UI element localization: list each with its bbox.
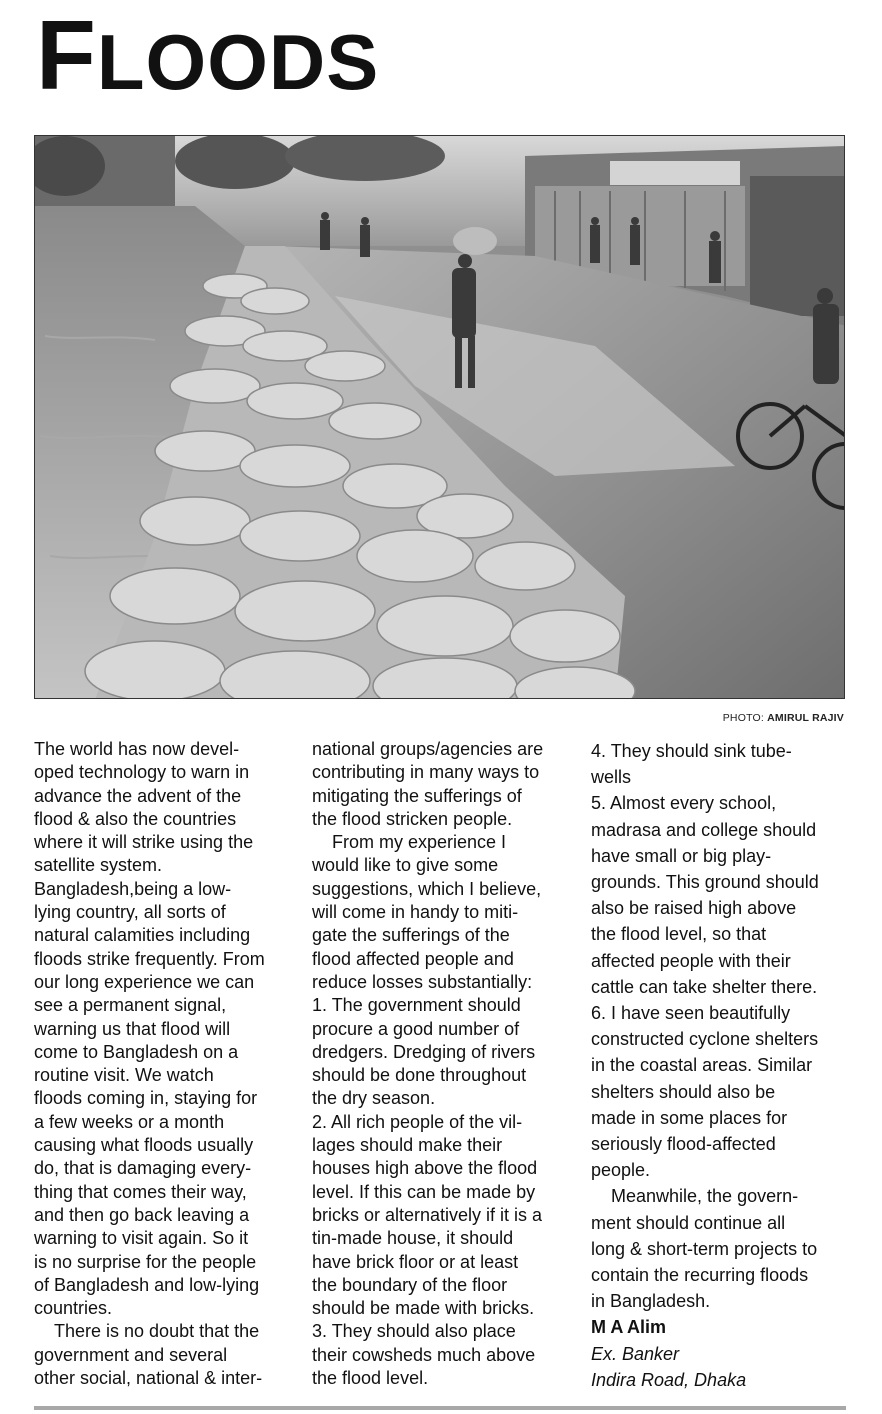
text-line: the dry season.	[312, 1088, 436, 1109]
text-line: natural calamities including	[34, 925, 251, 946]
text-line: mitigating the sufferings of	[312, 785, 522, 806]
text-line: bricks or alternatively if it is a	[312, 1204, 543, 1225]
author-address: Indira Road, Dhaka	[591, 1369, 747, 1390]
text-line: lying country, all sorts of	[34, 902, 226, 923]
text-line: people.	[591, 1160, 651, 1181]
col2-suggestions	[312, 994, 574, 1390]
author-signature	[591, 1314, 853, 1393]
text-line: countries.	[34, 1298, 113, 1319]
text-line: level. If this can be made by	[312, 1181, 536, 1202]
text-line: also be raised high above	[591, 898, 797, 919]
text-line: 3. They should also place	[312, 1321, 516, 1342]
text-line: where it will strike using the	[34, 832, 254, 853]
text-line: shelters should also be	[591, 1081, 776, 1102]
author-name: M A Alim	[591, 1317, 666, 1338]
text-line: will come in handy to miti-	[312, 902, 519, 923]
col2-paragraph-1	[312, 738, 574, 831]
text-line: the boundary of the floor	[312, 1274, 508, 1295]
photo-credit	[723, 712, 844, 724]
text-line: affected people with their	[591, 950, 791, 971]
text-line: thing that comes their way,	[34, 1181, 247, 1202]
text-line: would like to give some	[312, 855, 499, 876]
text-line: the flood level.	[312, 1368, 429, 1389]
text-line: floods coming in, staying for	[34, 1088, 258, 1109]
article-column-1	[34, 738, 296, 1390]
text-line: other social, national & inter-	[34, 1368, 263, 1389]
text-line: see a permanent signal,	[34, 995, 227, 1016]
title-initial: F	[36, 0, 97, 110]
text-line: reduce losses substantially:	[312, 971, 533, 992]
text-line: should be done throughout	[312, 1065, 527, 1086]
text-line: warning to visit again. So it	[34, 1228, 249, 1249]
text-line: in Bangladesh.	[591, 1291, 711, 1312]
col3-paragraph-2	[591, 1183, 853, 1314]
text-line: seriously flood-affected	[591, 1134, 776, 1155]
text-line: 5. Almost every school,	[591, 793, 777, 814]
article-column-3	[591, 738, 853, 1393]
text-line: made in some places for	[591, 1107, 788, 1128]
text-line: tin-made house, it should	[312, 1228, 514, 1249]
text-line: a few weeks or a month	[34, 1111, 225, 1132]
text-line: dredgers. Dredging of rivers	[312, 1041, 536, 1062]
text-line: ment should continue all	[591, 1212, 786, 1233]
text-line: floods strike frequently. From	[34, 948, 265, 969]
text-line: of Bangladesh and low-lying	[34, 1274, 260, 1295]
title-rest: LOODS	[96, 18, 380, 106]
text-line: causing what floods usually	[34, 1135, 254, 1156]
article-column-2	[312, 738, 574, 1390]
col3-paragraph-1	[591, 738, 853, 1183]
text-line: government and several	[34, 1344, 228, 1365]
author-role: Ex. Banker	[591, 1343, 680, 1364]
text-line: in the coastal areas. Similar	[591, 1055, 813, 1076]
text-line: 6. I have seen beautifully	[591, 1003, 791, 1024]
page-title	[36, 0, 380, 110]
flood-photo	[34, 135, 845, 699]
text-line: oped technology to warn in	[34, 762, 250, 783]
text-line: should be made with bricks.	[312, 1298, 535, 1319]
text-line: flood affected people and	[312, 948, 514, 969]
photo-credit-name: AMIRUL RAJIV	[767, 712, 844, 724]
text-line: From my experience I	[332, 832, 507, 853]
text-line: the flood level, so that	[591, 924, 767, 945]
text-line: The world has now devel-	[34, 739, 240, 759]
text-line: the flood stricken people.	[312, 808, 513, 829]
text-line: There is no doubt that the	[54, 1321, 260, 1342]
text-line: our long experience we can	[34, 971, 255, 992]
text-line: flood & also the countries	[34, 808, 237, 829]
text-line: contain the recurring floods	[591, 1265, 809, 1286]
text-line: houses high above the flood	[312, 1158, 538, 1179]
text-line: long & short-term projects to	[591, 1238, 818, 1259]
text-line: 1. The government should	[312, 995, 521, 1016]
text-line: advance the advent of the	[34, 785, 242, 806]
text-line: have brick floor or at least	[312, 1251, 519, 1272]
flood-photo-illustration	[35, 136, 845, 699]
text-line: come to Bangladesh on a	[34, 1041, 239, 1062]
text-line: 2. All rich people of the vil-	[312, 1111, 523, 1132]
text-line: Bangladesh,being a low-	[34, 878, 232, 899]
text-line: warning us that flood will	[34, 1018, 231, 1039]
text-line: cattle can take shelter there.	[591, 976, 818, 997]
text-line: suggestions, which I believe,	[312, 878, 542, 899]
text-line: wells	[591, 767, 632, 788]
text-line: contributing in many ways to	[312, 762, 540, 783]
text-line: and then go back leaving a	[34, 1204, 250, 1225]
text-line: routine visit. We watch	[34, 1065, 214, 1086]
text-line: procure a good number of	[312, 1018, 520, 1039]
text-line: madrasa and college should	[591, 819, 817, 840]
text-line: is no surprise for the people	[34, 1251, 257, 1272]
text-line: constructed cyclone shelters	[591, 1029, 819, 1050]
text-line: national groups/agencies are	[312, 739, 544, 759]
text-line: have small or big play-	[591, 845, 772, 866]
bottom-divider	[34, 1406, 846, 1410]
text-line: Meanwhile, the govern-	[611, 1186, 799, 1207]
text-line: grounds. This ground should	[591, 872, 819, 893]
col2-paragraph-2	[312, 831, 574, 994]
text-line: gate the sufferings of the	[312, 925, 510, 946]
text-line: 4. They should sink tube-	[591, 741, 792, 761]
col1-paragraph-1	[34, 738, 296, 1320]
text-line: their cowsheds much above	[312, 1344, 536, 1365]
text-line: do, that is damaging every-	[34, 1158, 252, 1179]
photo-credit-prefix: PHOTO:	[722, 712, 764, 724]
text-line: lages should make their	[312, 1135, 503, 1156]
col1-paragraph-2	[34, 1320, 296, 1390]
text-line: satellite system.	[34, 855, 163, 876]
